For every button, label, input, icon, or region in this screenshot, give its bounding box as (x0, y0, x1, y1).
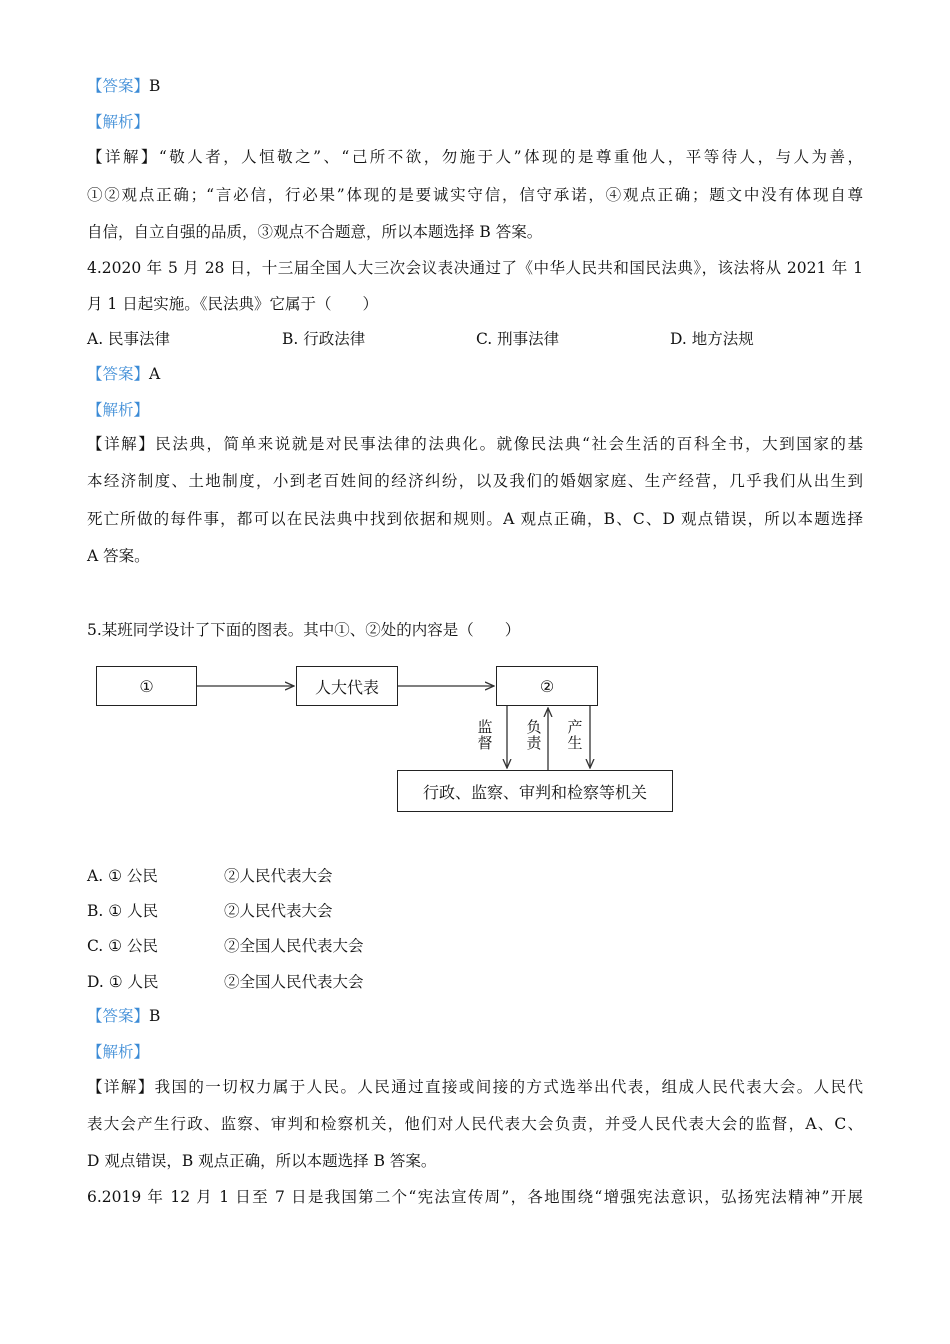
diagram-box-1: ① (96, 666, 197, 706)
answer-value: B (149, 1007, 161, 1025)
q5-option-a-second: ②人民代表大会 (224, 867, 333, 885)
option-first: ① 公民 (108, 867, 158, 885)
q5-option-b-second: ②人民代表大会 (224, 902, 333, 920)
analysis-tag: 【解析】 (87, 1043, 150, 1061)
q4-stem-line-2: 月 1 日起实施。《民法典》它属于（ ） (87, 295, 378, 313)
q4-option-c: C. 刑事法律 (476, 330, 560, 348)
q4-option-a: A. 民事法律 (87, 330, 171, 348)
q3-detail-line-2: ①②观点正确；“言必信，行必果”体现的是要诚实守信，信守承诺，④观点正确；题文中没有体现自尊 (87, 186, 863, 204)
q5-option-d-second: ②全国人民代表大会 (224, 973, 364, 991)
q4-option-b: B. 行政法律 (282, 330, 366, 348)
detail-tag: 【详解】 (87, 1078, 155, 1096)
q5-answer-line (87, 1006, 160, 1026)
q5-option-c-second: ②全国人民代表大会 (224, 937, 364, 955)
answer-value: A (149, 365, 161, 383)
q5-stem: 5.某班同学设计了下面的图表。其中①、②处的内容是（ ） (87, 621, 521, 639)
detail-tag: 【详解】 (87, 435, 156, 453)
diagram-box-organs: 行政、监察、审判和检察等机关 (397, 770, 673, 812)
option-first: ① 公民 (108, 937, 158, 955)
option-letter: C. (87, 937, 109, 955)
q4-detail-line-4: A 答案。 (87, 547, 150, 565)
q5-option-c (87, 936, 158, 956)
diagram-box-deputies: 人大代表 (296, 666, 398, 706)
q5-option-a (87, 866, 158, 886)
label-supervise: 监督 (477, 718, 493, 752)
label-produce: 产生 (567, 718, 583, 752)
q5-detail-line-1 (87, 1077, 863, 1097)
q4-stem-line-1: 4.2020 年 5 月 28 日，十三届全国人大三次会议表决通过了《中华人民共和国民法典》，该法将从 2021 年 1 (87, 259, 863, 277)
q5-detail-line-3: D 观点错误，B 观点正确，所以本题选择 B 答案。 (87, 1152, 437, 1170)
diagram-box-2: ② (496, 666, 598, 706)
label-responsible: 负责 (526, 718, 542, 752)
option-first: ① 人民 (108, 902, 159, 920)
answer-tag: 【答案】 (87, 1007, 150, 1025)
detail-tag: 【详解】 (87, 148, 159, 166)
option-first: ① 人民 (108, 973, 159, 991)
detail-text: 民法典，简单来说就是对民事法律的法典化。就像民法典“社会生活的百科全书，大到国家的基 (155, 435, 863, 453)
option-letter: D. (87, 973, 109, 991)
option-letter: A. (87, 867, 109, 885)
q5-detail-line-2: 表大会产生行政、监察、审判和检察机关，他们对人民代表大会负责，并受人民代表大会的监督，A、C、 (87, 1115, 863, 1133)
q5-option-b (87, 901, 158, 921)
analysis-tag: 【解析】 (87, 401, 150, 419)
option-letter: B. (87, 902, 109, 920)
q4-option-d: D. 地方法规 (670, 330, 754, 348)
q6-stem-line-1: 6.2019 年 12 月 1 日至 7 日是我国第二个“宪法宣传周”，各地围绕“增强宪法意识，弘扬宪法精神”开展 (87, 1188, 863, 1206)
detail-text: “敬人者，人恒敬之”、“己所不欲，勿施于人”体现的是尊重他人，平等待人，与人为善， (158, 148, 863, 166)
analysis-tag: 【解析】 (87, 113, 150, 131)
q3-detail-line-3: 自信，自立自强的品质，③观点不合题意，所以本题选择 B 答案。 (87, 223, 543, 241)
detail-text: 我国的一切权力属于人民。人民通过直接或间接的方式选举出代表，组成人民代表大会。人民代 (154, 1078, 863, 1096)
q5-option-d (87, 972, 159, 992)
answer-value: B (149, 77, 161, 95)
q4-detail-line-2: 本经济制度、土地制度，小到老百姓间的经济纠纷，以及我们的婚姻家庭、生产经营，几乎我们从出生到 (87, 472, 863, 490)
answer-tag: 【答案】 (87, 77, 150, 95)
q5-analysis-line (87, 1042, 149, 1062)
answer-tag: 【答案】 (87, 365, 150, 383)
q4-detail-line-3: 死亡所做的每件事，都可以在民法典中找到依据和规则。A 观点正确，B、C、D 观点错误，所以本题选择 (87, 510, 863, 528)
